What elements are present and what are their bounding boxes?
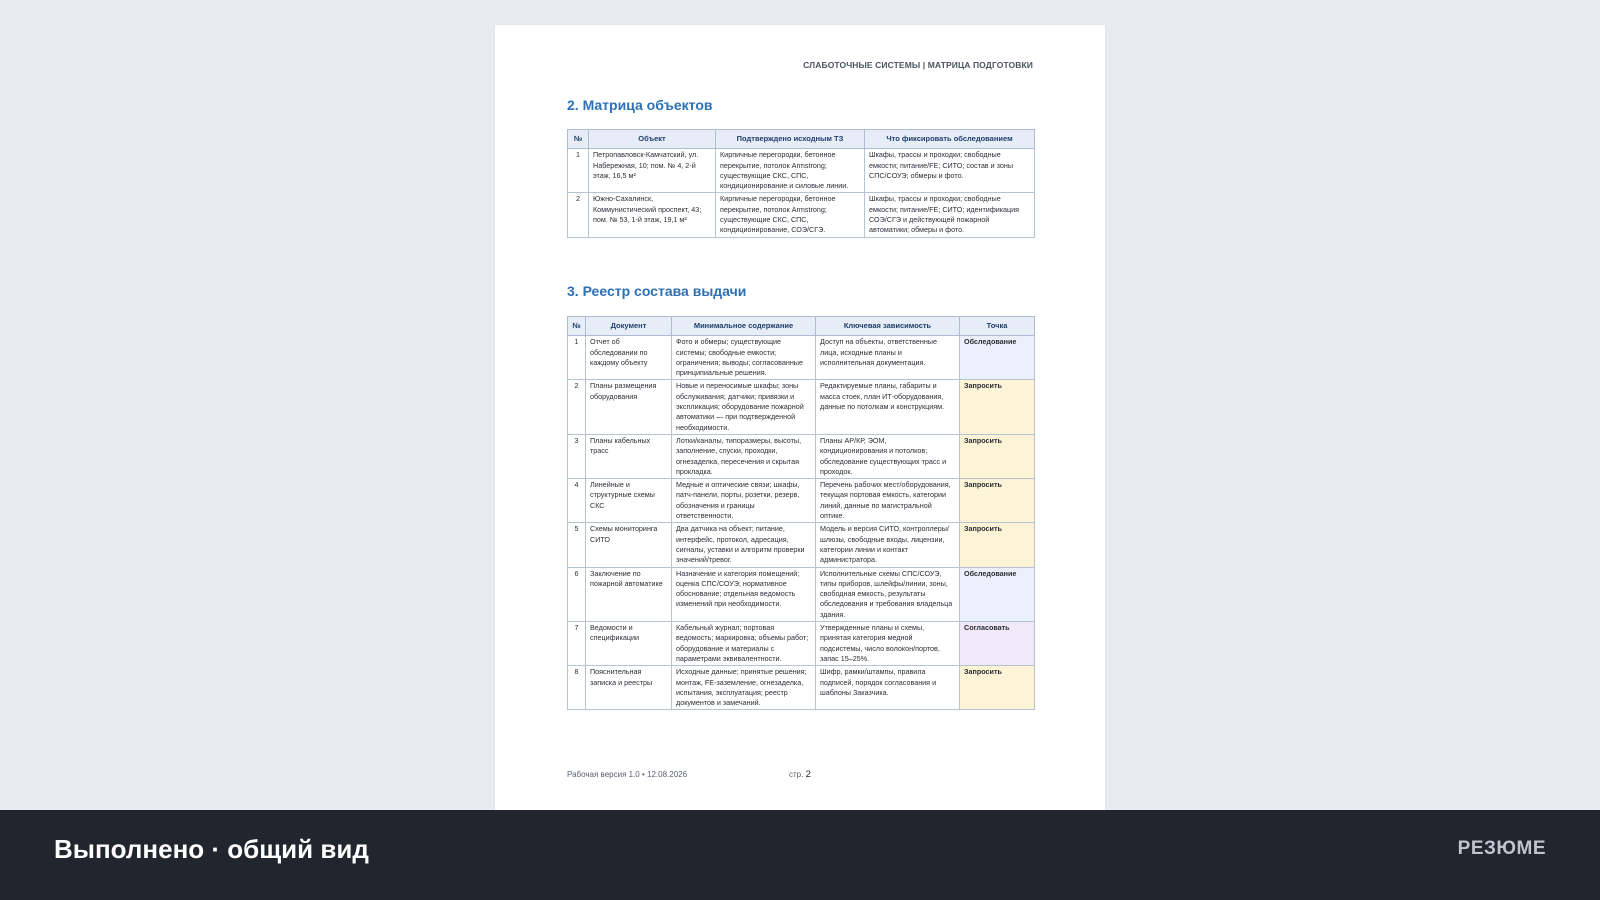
to-record-cell: Шкафы, трассы и проходки; свободные емкости; питание/FE; СИТО; состав и зоны СПС/СОУЭ; обмеры и фото. [865, 149, 1035, 193]
document-page [495, 25, 1105, 810]
footer-version: Рабочая версия 1.0 • 12.08.2026 [567, 770, 688, 779]
dependency-cell: Модель и версия СИТО, контроллеры/шлюзы, свободные входы, лицензии, категории линии и контакт администратора. [816, 523, 960, 567]
point-badge: Обследование [960, 567, 1035, 621]
content-cell: Исходные данные; принятые решения; монтаж, FE-заземление, огнезаделка, испытания, эксплуатация; реестр документов и замечаний. [672, 666, 816, 710]
dependency-cell: Планы АР/КР, ЭОМ, кондиционирования и потолков; обследование существующих трасс и проходок. [816, 434, 960, 478]
confirmed-cell: Кирпичные перегородки, бетонное перекрытие, потолок Armstrong; существующие СКС, СПС, кондиционирование и силовые линии. [716, 149, 865, 193]
column-header: Точка [960, 317, 1035, 336]
dependency-cell: Утвержденные планы и схемы, принятая категория медной подсистемы, число волокон/портов, запас 15–25%. [816, 622, 960, 666]
row-number: 6 [568, 567, 586, 621]
bar-title: Выполнено · общий вид [54, 834, 369, 864]
point-badge: Запросить [960, 434, 1035, 478]
row-number: 7 [568, 622, 586, 666]
document-cell: Пояснительная записка и реестры [586, 666, 672, 710]
delivery-registry-table [567, 316, 1035, 710]
point-badge: Запросить [960, 380, 1035, 434]
content-cell: Новые и переносимые шкафы; зоны обслуживания; датчики; привязки и экспликация; оборудование пожарной автоматики — при подтвержденной необходимости. [672, 380, 816, 434]
table-row [568, 434, 1035, 478]
document-cell: Заключение по пожарной автоматике [586, 567, 672, 621]
row-number: 4 [568, 479, 586, 523]
table-row [568, 567, 1035, 621]
document-cell: Отчет об обследовании по каждому объекту [586, 336, 672, 380]
table-row [568, 380, 1035, 434]
content-cell: Кабельный журнал; портовая ведомость; маркировка; объемы работ; оборудование и материалы с параметрами эквивалентности. [672, 622, 816, 666]
content-cell: Фото и обмеры; существующие системы; свободные емкости; ограничения; выводы; согласованные принципиальные решения. [672, 336, 816, 380]
content-cell: Два датчика на объект; питание, интерфейс, протокол, адресация, сигналы, уставки и алгоритм проверки значений/тревог. [672, 523, 816, 567]
section-title-object-matrix: 2. Матрица объектов [567, 97, 713, 113]
table-row [568, 666, 1035, 710]
point-badge: Запросить [960, 479, 1035, 523]
point-badge: Запросить [960, 523, 1035, 567]
footer-page [789, 769, 811, 780]
running-header: СЛАБОТОЧНЫЕ СИСТЕМЫ | МАТРИЦА ПОДГОТОВКИ [803, 60, 1033, 70]
table-row [568, 479, 1035, 523]
column-header: Подтверждено исходным ТЗ [716, 130, 865, 149]
row-number: 2 [568, 380, 586, 434]
row-number: 1 [568, 149, 589, 193]
document-cell: Схемы мониторинга СИТО [586, 523, 672, 567]
table-header-row [568, 130, 1035, 149]
object-matrix-table [567, 129, 1035, 238]
table-row [568, 193, 1035, 237]
dependency-cell: Исполнительные схемы СПС/СОУЭ, типы приборов, шлейфы/линии, зоны, свободная емкость, результаты обследования и требования владельца здания. [816, 567, 960, 621]
content-cell: Лотки/каналы, типоразмеры, высоты, заполнение, спуски, проходки, огнезаделка, пересечения и скрытая прокладка. [672, 434, 816, 478]
column-header: Документ [586, 317, 672, 336]
table-header-row [568, 317, 1035, 336]
dependency-cell: Перечень рабочих мест/оборудования, текущая портовая емкость, категории линий, данные по магистральной оптике. [816, 479, 960, 523]
summary-button[interactable]: РЕЗЮМЕ [1457, 838, 1546, 859]
table-row [568, 336, 1035, 380]
content-cell: Медные и оптические связи; шкафы, патч-панели, порты, розетки, резерв, обозначения и границы ответственности. [672, 479, 816, 523]
object-cell: Петропавловск-Камчатский, ул. Набережная, 10; пом. № 4, 2-й этаж, 16,5 м² [589, 149, 716, 193]
page-number: 2 [805, 769, 811, 780]
dependency-cell: Редактируемые планы, габариты и масса стоек, план ИТ-оборудования, данные по потолкам и конструкциям. [816, 380, 960, 434]
column-header: Ключевая зависимость [816, 317, 960, 336]
point-badge: Обследование [960, 336, 1035, 380]
dependency-cell: Шифр, рамки/штампы, правила подписей, порядок согласования и шаблоны Заказчика. [816, 666, 960, 710]
object-cell: Южно-Сахалинск, Коммунистический проспект, 43; пом. № 53, 1-й этаж, 19,1 м² [589, 193, 716, 237]
to-record-cell: Шкафы, трассы и проходки; свободные емкости; питание/FE; СИТО; идентификация СОЭ/СГЭ и действующей пожарной автоматики; обмеры и фото. [865, 193, 1035, 237]
dependency-cell: Доступ на объекты, ответственные лица, исходные планы и исполнительная документация. [816, 336, 960, 380]
row-number: 2 [568, 193, 589, 237]
column-header: Объект [589, 130, 716, 149]
document-cell: Линейные и структурные схемы СКС [586, 479, 672, 523]
table-row [568, 149, 1035, 193]
confirmed-cell: Кирпичные перегородки, бетонное перекрытие, потолок Armstrong; существующие СКС, СПС, кондиционирование, СОЭ/СГЭ. [716, 193, 865, 237]
row-number: 5 [568, 523, 586, 567]
page-label: стр. [789, 770, 804, 779]
document-cell: Планы размещения оборудования [586, 380, 672, 434]
row-number: 1 [568, 336, 586, 380]
document-cell: Планы кабельных трасс [586, 434, 672, 478]
table-row [568, 622, 1035, 666]
row-number: 8 [568, 666, 586, 710]
bottom-bar [0, 810, 1600, 900]
document-cell: Ведомости и спецификации [586, 622, 672, 666]
column-header: № [568, 317, 586, 336]
section-title-delivery-registry: 3. Реестр состава выдачи [567, 283, 747, 299]
point-badge: Согласовать [960, 622, 1035, 666]
content-cell: Назначение и категория помещений; оценка СПС/СОУЭ; нормативное обоснование; отдельная ведомость изменений при необходимости. [672, 567, 816, 621]
column-header: Что фиксировать обследованием [865, 130, 1035, 149]
column-header: Минимальное содержание [672, 317, 816, 336]
row-number: 3 [568, 434, 586, 478]
column-header: № [568, 130, 589, 149]
point-badge: Запросить [960, 666, 1035, 710]
table-row [568, 523, 1035, 567]
